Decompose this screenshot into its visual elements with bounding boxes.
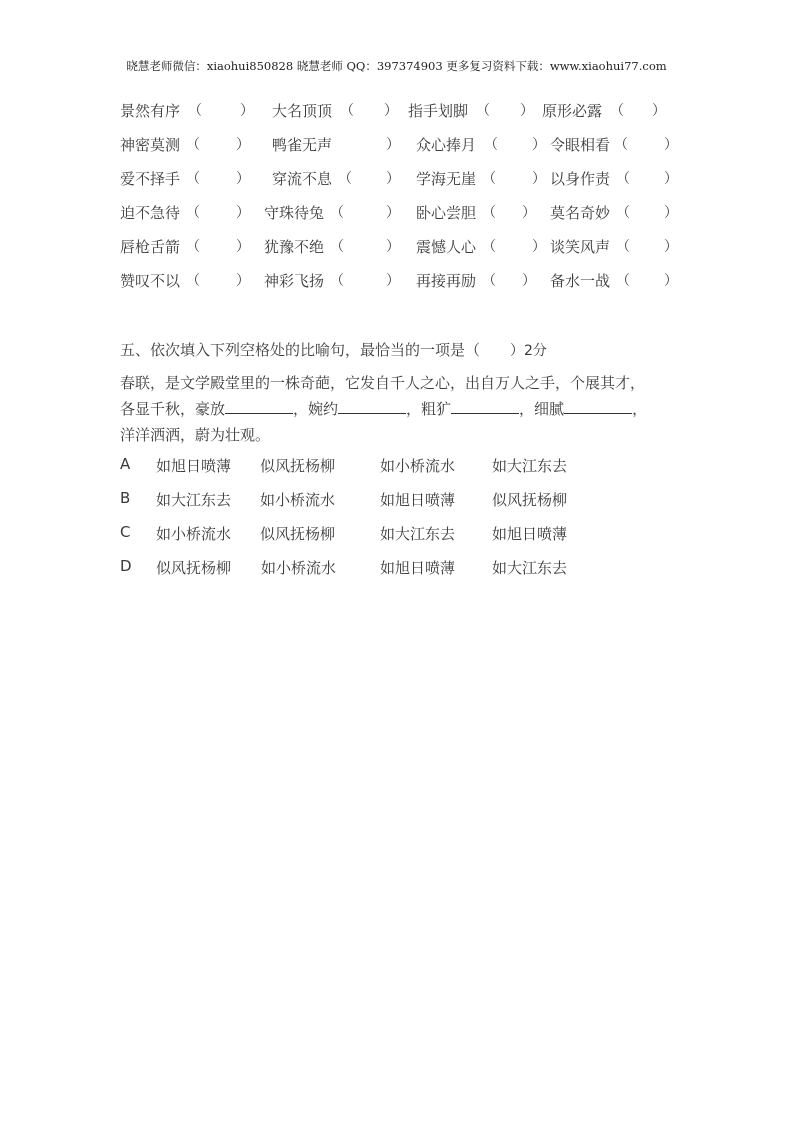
paren-close: ） [532,239,546,255]
idiom-row [0,168,793,190]
paren-close: ） [240,103,254,119]
option-item: 如大江东去 [492,457,568,475]
option-c [0,523,793,545]
paren-close: ） [236,239,250,255]
idiom: 犹豫不绝 [264,238,325,256]
option-item: 似风抚杨柳 [156,559,232,577]
passage-line: 春联，是文学殿堂里的一株奇葩，它发自千人之心，出自万人之手，个展其才， [120,374,646,392]
paren-close: ） [386,205,400,221]
option-item: 如小桥流水 [380,457,456,475]
option-letter: A [120,455,131,473]
idiom: 令眼相看 [550,136,611,154]
option-letter: C [120,523,131,541]
idiom: 众心捧月 [416,136,477,154]
idiom: 学海无崖 [416,170,477,188]
option-item: 如大江东去 [492,559,568,577]
paren-open: （ [614,137,628,153]
option-b [0,489,793,511]
idiom: 震憾人心 [416,238,477,256]
idiom: 穿流不息 [272,170,333,188]
question-title-close: ） [510,343,525,359]
paren-close: ） [532,137,546,153]
paren-close: ） [236,273,250,289]
paren-open: （ [482,205,496,221]
paren-open: （ [482,239,496,255]
paren-open: （ [616,205,630,221]
option-letter: D [120,557,132,575]
option-item: 如旭日喷薄 [492,525,568,543]
idiom: 景然有序 [120,102,181,120]
option-item: 似风抚杨柳 [260,457,336,475]
paren-close: ） [664,205,678,221]
paren-open: （ [330,239,344,255]
idiom: 唇枪舌箭 [120,238,181,256]
option-item: 如旭日喷薄 [380,559,456,577]
passage-text: ，粗犷 [406,400,452,418]
idiom: 卧心尝胆 [416,204,477,222]
paren-open: （ [186,137,200,153]
idiom: 神彩飞扬 [264,272,325,290]
idiom-row [0,236,793,258]
paren-open: （ [616,273,630,289]
option-item: 如小桥流水 [260,491,336,509]
idiom: 以身作责 [550,170,611,188]
paren-close: ） [236,205,250,221]
answer-blank [564,397,632,414]
option-letter: B [120,489,131,507]
idiom: 大名顶顶 [272,102,333,120]
paren-close: ） [664,171,678,187]
paren-open: （ [186,273,200,289]
paren-open: （ [188,103,202,119]
idiom: 再接再励 [416,272,477,290]
option-item: 似风抚杨柳 [260,525,336,543]
paren-close: ） [664,239,678,255]
idiom: 守珠待兔 [264,204,325,222]
passage-line [120,396,680,422]
option-item: 似风抚杨柳 [492,491,568,509]
answer-blank [225,397,293,414]
paren-close: ） [386,171,400,187]
idiom-row [0,202,793,224]
paren-close: ） [522,273,536,289]
option-item: 如小桥流水 [156,525,232,543]
idiom: 原形必露 [542,102,603,120]
passage-text: 各显千秋，豪放 [120,400,226,418]
passage-text: ， [632,400,648,418]
option-item: 如大江东去 [380,525,456,543]
idiom: 鸭雀无声 [272,136,333,154]
paren-close: ） [652,103,666,119]
idiom-row [0,100,793,122]
option-d [0,557,793,579]
paren-close: ） [520,103,534,119]
passage-line: 洋洋洒洒，蔚为壮观。 [120,426,271,444]
answer-blank [451,397,519,414]
paren-close: ） [236,171,250,187]
paren-open: （ [338,171,352,187]
paren-close: ） [384,103,398,119]
paren-close: ） [386,239,400,255]
paren-open: （ [476,103,490,119]
passage-text: ，婉约 [293,400,339,418]
paren-open: （ [482,171,496,187]
paren-open: （ [616,239,630,255]
paren-open: （ [186,205,200,221]
paren-close: ） [386,137,400,153]
paren-close: ） [532,171,546,187]
idiom: 爱不择手 [120,170,181,188]
option-item: 如大江东去 [156,491,232,509]
idiom-row [0,270,793,292]
question-points: 2分 [524,343,547,359]
paren-close: ） [386,273,400,289]
idiom: 赞叹不以 [120,272,181,290]
idiom: 莫名奇妙 [550,204,611,222]
option-item: 如小桥流水 [261,559,337,577]
paren-close: ） [664,273,678,289]
question-passage [120,370,680,448]
paren-open: （ [610,103,624,119]
idiom: 指手划脚 [408,102,469,120]
paren-open: （ [186,171,200,187]
idiom: 神密莫测 [120,136,181,154]
paren-open: （ [186,239,200,255]
paren-open: （ [330,205,344,221]
page-header: 晓慧老师微信：xiaohui850828 晓慧老师 QQ：397374903 更多复习资料下载：www.xiaohui77.com [126,59,667,73]
paren-open: （ [330,273,344,289]
question-title-text: 五、依次填入下列空格处的比喻句，最恰当的一项是（ [120,341,481,359]
passage-text: ，细腻 [519,400,565,418]
answer-blank [338,397,406,414]
paren-open: （ [340,103,354,119]
paren-open: （ [482,273,496,289]
paren-open: （ [484,137,498,153]
paren-close: ） [522,205,536,221]
idiom: 备水一战 [550,272,611,290]
question-title [120,339,547,360]
idiom: 迫不急待 [120,204,181,222]
paren-close: ） [664,137,678,153]
paren-open: （ [616,171,630,187]
idiom-row [0,134,793,156]
option-a [0,455,793,477]
option-item: 如旭日喷薄 [380,491,456,509]
idiom: 谈笑风声 [550,238,611,256]
option-item: 如旭日喷薄 [156,457,232,475]
paren-close: ） [236,137,250,153]
